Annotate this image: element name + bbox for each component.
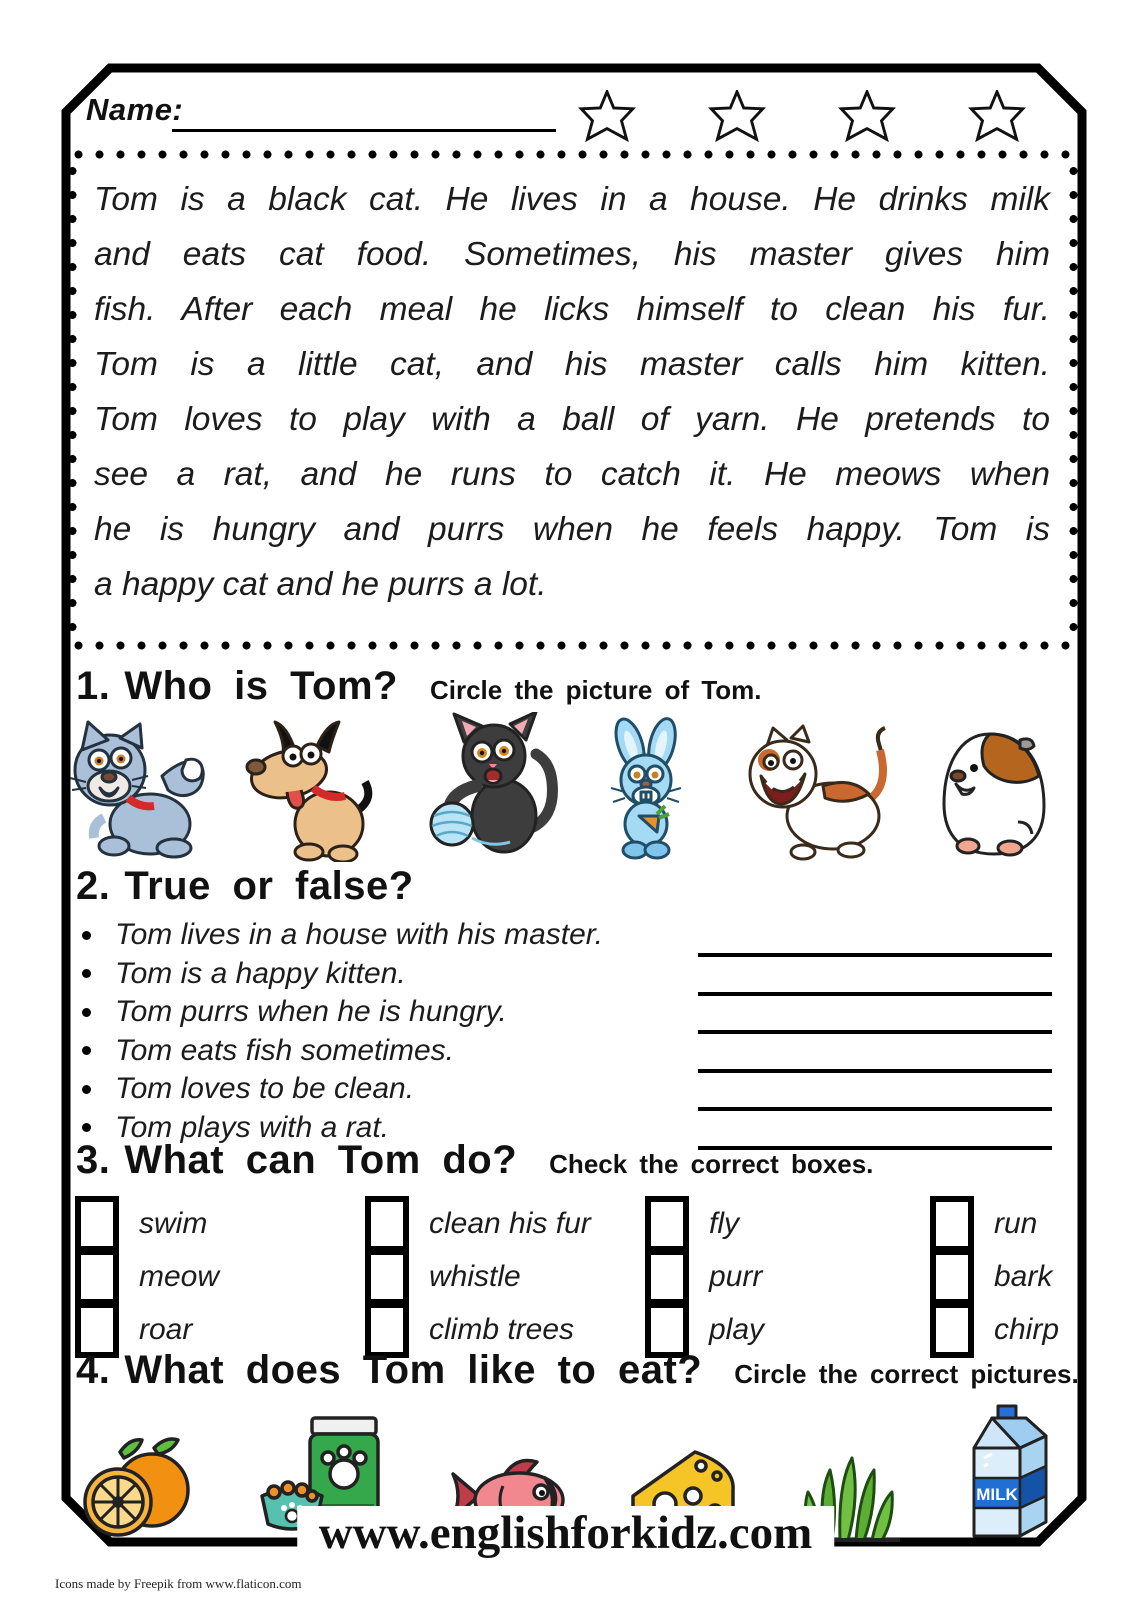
statement-text: Tom eats fish sometimes.: [115, 1033, 455, 1067]
statement-row: [78, 993, 603, 1032]
passage-line: Tom is a black cat. He lives in a house. He drinks milk: [94, 181, 1050, 218]
dotted-border-right: [1069, 159, 1078, 641]
question-number: 2.: [76, 864, 111, 908]
checkbox-label: whistle: [429, 1260, 521, 1293]
checkbox-label: swim: [139, 1207, 208, 1240]
checkbox[interactable]: [930, 1196, 974, 1252]
checkbox-grid: [75, 1196, 1075, 1356]
true-false-list: [78, 916, 603, 1147]
checkbox-label: purr: [709, 1260, 763, 1293]
statement-text: Tom is a happy kitten.: [115, 956, 406, 990]
question-title: True or false?: [124, 864, 414, 908]
checkbox-label: meow: [139, 1260, 220, 1293]
bullet-dot: [82, 1085, 91, 1094]
checkbox-label: run: [994, 1207, 1038, 1240]
statement-row: [78, 1032, 603, 1071]
question-1-heading: [76, 664, 762, 709]
stars-row: [578, 90, 1026, 148]
bullet-dot: [82, 931, 91, 940]
question-instruction: Circle the correct pictures.: [734, 1359, 1079, 1389]
passage-line: he is hungry and purrs when he feels happy. Tom is: [94, 511, 1050, 548]
passage-line: and eats cat food. Sometimes, his master gives him: [94, 236, 1050, 273]
bullet-dot: [82, 1008, 91, 1017]
statement-row: [78, 916, 603, 955]
guinea-pig-image[interactable]: [932, 726, 1057, 862]
checkbox[interactable]: [930, 1249, 974, 1305]
white-orange-cat-image[interactable]: [731, 724, 901, 862]
bullet-dot: [82, 1046, 91, 1055]
passage-box: [68, 150, 1078, 650]
milk-label: MILK: [976, 1485, 1018, 1504]
question-instruction: Circle the picture of Tom.: [429, 675, 762, 705]
checkbox-label: clean his fur: [429, 1207, 591, 1240]
gray-cat-image[interactable]: [62, 716, 212, 862]
dotted-border-bottom: [68, 641, 1078, 650]
star-icon: [968, 90, 1026, 148]
checkbox[interactable]: [75, 1249, 119, 1305]
dotted-border-left: [68, 159, 77, 641]
checkbox-label: play: [709, 1313, 765, 1346]
website-footer: www.englishforkidz.com: [297, 1506, 835, 1560]
question-number: 3.: [76, 1138, 111, 1182]
bullet-dot: [82, 969, 91, 978]
answer-write-line[interactable]: [698, 953, 1052, 957]
passage-line: see a rat, and he runs to catch it. He meows when: [94, 456, 1050, 493]
answer-write-line[interactable]: [698, 992, 1052, 996]
checkbox[interactable]: [75, 1196, 119, 1252]
question-4-heading: [76, 1348, 1079, 1393]
statement-text: Tom lives in a house with his master.: [115, 918, 603, 952]
question-number: 1.: [76, 664, 111, 708]
checkbox-label: roar: [139, 1313, 193, 1346]
black-cat-image[interactable]: [414, 712, 564, 862]
star-icon: [708, 90, 766, 148]
name-label: Name:: [86, 92, 184, 127]
name-write-line[interactable]: [172, 129, 556, 132]
statement-text: Tom loves to be clean.: [115, 1072, 415, 1106]
passage-line: Tom is a little cat, and his master calls him kitten.: [94, 346, 1050, 383]
question-instruction: Check the correct boxes.: [549, 1149, 874, 1179]
passage-line: a happy cat and he purrs a lot.: [94, 566, 547, 603]
dotted-border-top: [68, 150, 1078, 159]
question-number: 4.: [76, 1348, 111, 1392]
statement-row: [78, 1070, 603, 1109]
answer-write-line[interactable]: [698, 1107, 1052, 1111]
checkbox[interactable]: [645, 1196, 689, 1252]
statement-text: Tom plays with a rat.: [115, 1110, 389, 1144]
checkbox[interactable]: [645, 1249, 689, 1305]
bullet-dot: [82, 1123, 91, 1132]
answer-write-line[interactable]: [698, 1030, 1052, 1034]
question-3-heading: [76, 1138, 873, 1183]
q1-picture-row: [62, 708, 1057, 862]
passage-line: fish. After each meal he licks himself to clean his fur.: [94, 291, 1050, 328]
attribution-credit: Icons made by Freepik from www.flaticon.com: [55, 1576, 302, 1591]
checkbox-label: bark: [994, 1260, 1053, 1293]
star-icon: [578, 90, 636, 148]
reading-passage: [94, 172, 1050, 612]
checkbox[interactable]: [365, 1196, 409, 1252]
question-title: Who is Tom?: [124, 664, 398, 708]
checkbox-label: chirp: [994, 1313, 1060, 1346]
statement-row: [78, 955, 603, 994]
question-2-heading: [76, 864, 414, 909]
checkbox-label: climb trees: [429, 1313, 575, 1346]
star-icon: [838, 90, 896, 148]
rabbit-image[interactable]: [595, 716, 700, 862]
oranges-image[interactable]: [80, 1432, 195, 1544]
milk-carton-image[interactable]: [960, 1402, 1055, 1544]
question-title: What does Tom like to eat?: [124, 1348, 703, 1392]
passage-line: Tom loves to play with a ball of yarn. He pretends to: [94, 401, 1050, 438]
checkbox[interactable]: [365, 1249, 409, 1305]
statement-text: Tom purrs when he is hungry.: [115, 995, 507, 1029]
checkbox-label: fly: [709, 1207, 739, 1240]
dog-image[interactable]: [243, 720, 383, 862]
answer-write-line[interactable]: [698, 1069, 1052, 1073]
question-title: What can Tom do?: [124, 1138, 518, 1182]
